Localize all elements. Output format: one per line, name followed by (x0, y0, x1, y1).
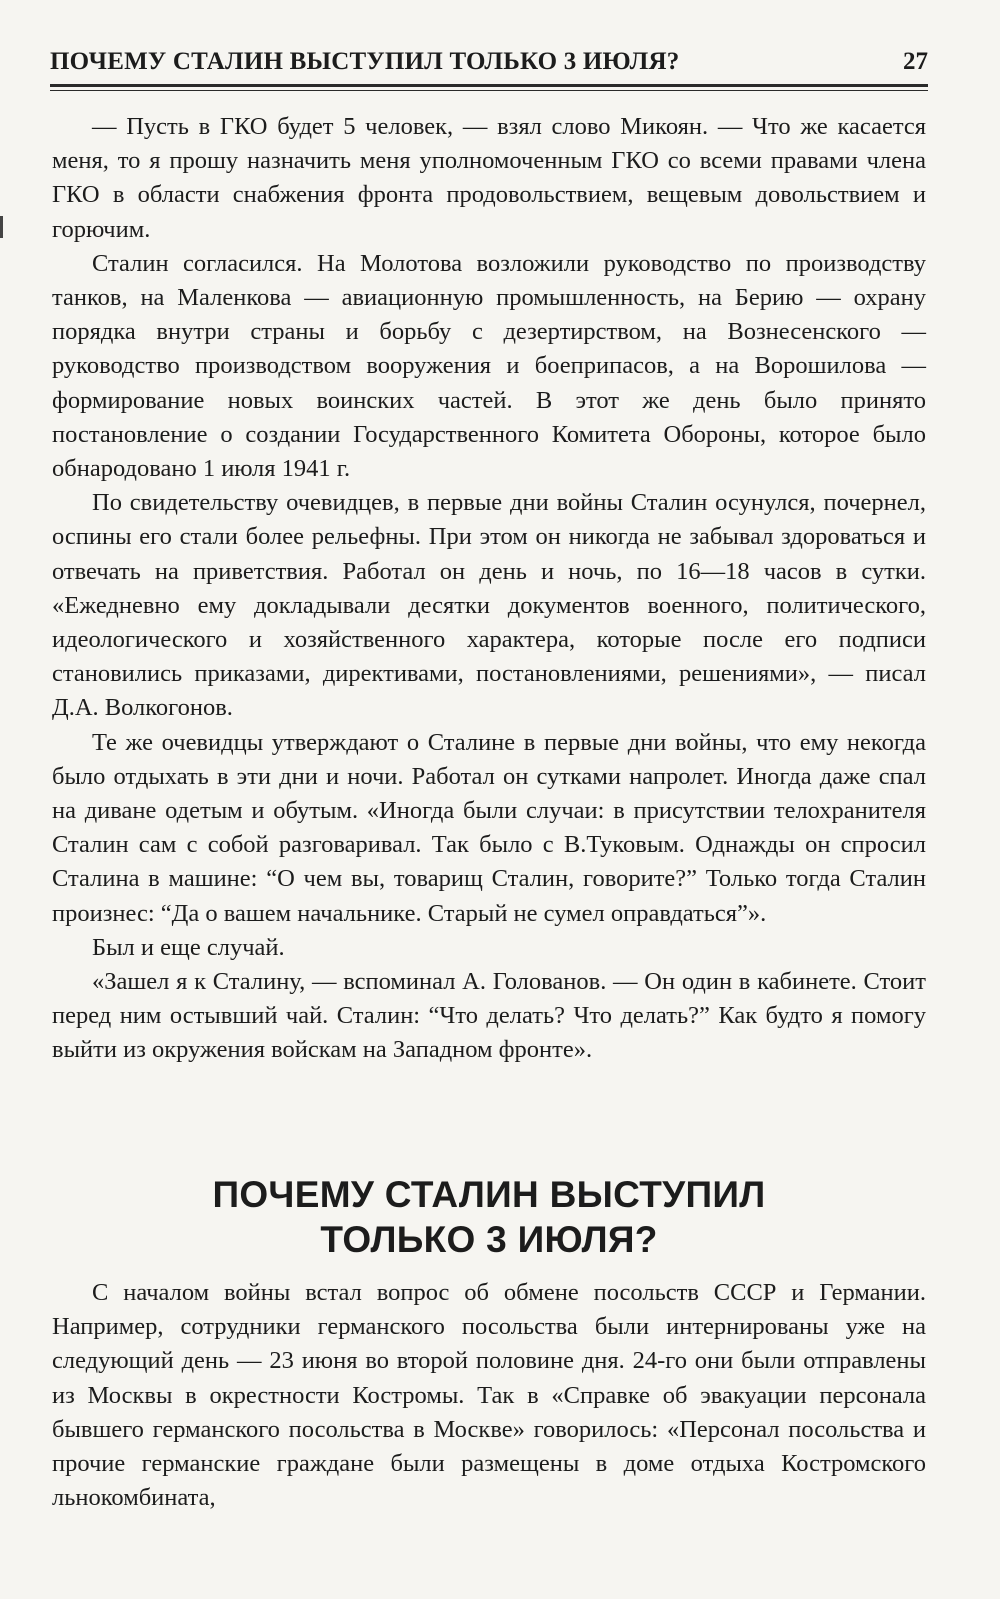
section-heading-line: ПОЧЕМУ СТАЛИН ВЫСТУПИЛ (212, 1174, 766, 1215)
section-heading-line: ТОЛЬКО 3 ИЮЛЯ? (320, 1219, 658, 1260)
paragraph: По свидетельству очевидцев, в первые дни войны Сталин осунулся, почернел, оспины его стали более рельефны. При этом он никогда не забывал здороваться и отвечать на приветствия. Работал он день и ночь, по 16—18 часов в сутки. «Ежедневно ему докладывали десятки документов военного, политического, идеологического и хозяйственного характера, которые после его подписи становились приказами, директивами, постановлениями, решениями», — писал Д.А. Волкогонов. (52, 489, 926, 722)
body-text-bottom (52, 1276, 926, 1515)
page-number: 27 (903, 48, 928, 75)
page-edge-mark (0, 216, 3, 238)
paragraph: Сталин согласился. На Молотова возложили руководство по производству танков, на Маленкова — авиационную промышленность, на Берию — охрану порядка внутри страны и борьбу с дезертирством, на Вознесенского — руководство производством вооружения и боеприпасов, а на Ворошилова — формирование новых воинских частей. В этот же день было принято постановление о создании Государственного Комитета Обороны, которое было обнародовано 1 июля 1941 г. (52, 249, 926, 483)
paragraph: «Зашел я к Сталину, — вспоминал А. Голованов. — Он один в кабинете. Стоит перед ним остывший чай. Сталин: “Что делать? Что делать?” Как будто я помогу выйти из окружения войскам на Западном фронте». (52, 968, 926, 1064)
running-header (50, 46, 928, 86)
body-text-top (52, 110, 926, 1068)
paragraph: Те же очевидцы утверждают о Сталине в первые дни войны, что ему некогда было отдыхать в эти дни и ночи. Работал он сутками напролет. Иногда даже спал на диване одетым и обутым. «Иногда были случаи: в присутствии телохранителя Сталин сам с собой разговаривал. Так было с В.Туковым. Однажды он спросил Сталина в машине: “О чем вы, товарищ Сталин, говорите?” Только тогда Сталин произнес: “Да о вашем начальнике. Старый не сумел оправдаться”». (52, 728, 926, 927)
section-heading (52, 1172, 926, 1262)
paragraph: — Пусть в ГКО будет 5 человек, — взял слово Микоян. — Что же касается меня, то я прошу назначить меня уполномоченным ГКО со всеми правами члена ГКО в области снабжения фронта продовольствием, вещевым довольствием и горючим. (52, 113, 926, 243)
paragraph: Был и еще случай. (92, 933, 285, 961)
paragraph: С началом войны встал вопрос об обмене посольств СССР и Германии. Например, сотрудники германского посольства были интернированы уже на следующий день — 23 июня во второй половине дня. 24-го они были отправлены из Москвы в окрестности Костромы. Так в «Справке об эвакуации персонала бывшего германского посольства в Москве» говорилось: «Персонал посольства и прочие германские граждане были размещены в доме отдыха Костромского льнокомбината, (52, 1279, 926, 1512)
running-title: ПОЧЕМУ СТАЛИН ВЫСТУПИЛ ТОЛЬКО 3 ИЮЛЯ? (50, 48, 680, 75)
header-rule-thin (50, 90, 928, 91)
header-rule-thick (50, 84, 928, 87)
